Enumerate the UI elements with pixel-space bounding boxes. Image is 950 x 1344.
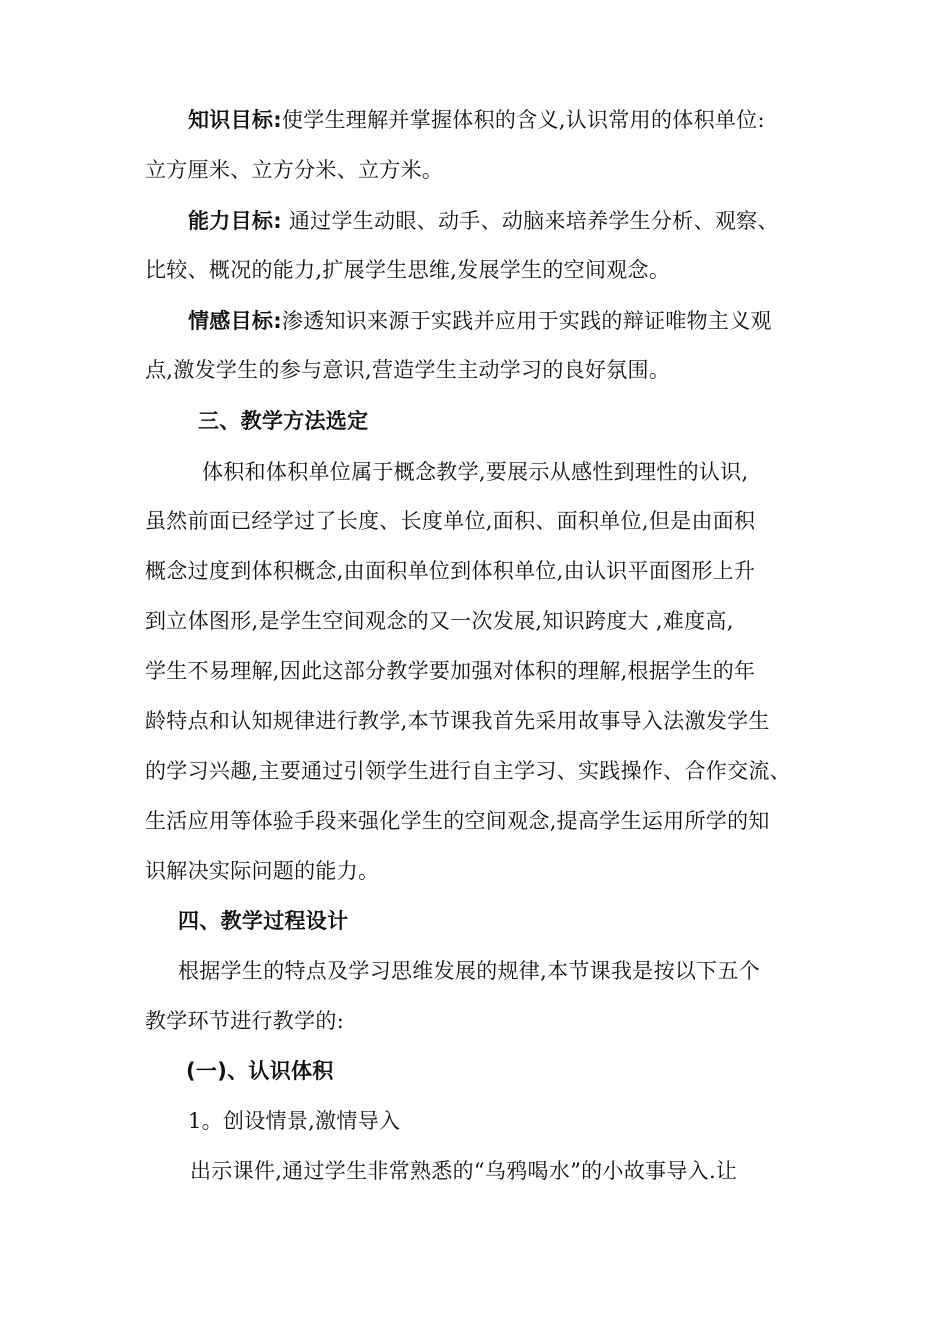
knowledge-goal-line-2: 立方厘米、立方分米、立方米。 bbox=[145, 158, 444, 182]
method-line-3: 概念过度到体积概念,由面积单位到体积单位,由认识平面图形上升 bbox=[145, 559, 756, 583]
step-1-title: 1。创设情景,激情导入 bbox=[188, 1109, 401, 1133]
subsection-1-heading: (一)、认识体积 bbox=[186, 1059, 334, 1083]
knowledge-goal-label: 知识目标: bbox=[188, 108, 282, 132]
section-4-heading: 四、教学过程设计 bbox=[178, 909, 349, 933]
emotion-goal-text: 渗透知识来源于实践并应用于实践的辩证唯物主义观 bbox=[281, 309, 772, 333]
method-line-2: 虽然前面已经学过了长度、长度单位,面积、面积单位,但是由面积 bbox=[145, 509, 756, 533]
ability-goal-label: 能力目标: bbox=[188, 209, 282, 233]
emotion-goal-label: 情感目标: bbox=[188, 309, 282, 333]
process-line-1: 根据学生的特点及学习思维发展的规律,本节课我是按以下五个 bbox=[178, 959, 761, 983]
ability-goal-line-1 bbox=[188, 207, 779, 235]
method-line-9: 识解决实际问题的能力。 bbox=[145, 859, 380, 883]
method-line-8: 生活应用等体验手段来强化学生的空间观念,提高学生运用所学的知 bbox=[145, 809, 770, 833]
ability-goal-text: 通过学生动眼、动手、动脑来培养学生分析、观察、 bbox=[281, 209, 779, 233]
method-line-1: 体积和体积单位属于概念教学,要展示从感性到理性的认识, bbox=[202, 460, 749, 484]
method-line-7: 的学习兴趣,主要通过引领学生进行自主学习、实践操作、合作交流、 bbox=[145, 759, 791, 783]
process-line-2: 教学环节进行教学的: bbox=[145, 1009, 345, 1033]
method-line-5: 学生不易理解,因此这部分教学要加强对体积的理解,根据学生的年 bbox=[145, 659, 756, 683]
ability-goal-line-2: 比较、概况的能力,扩展学生思维,发展学生的空间观念。 bbox=[145, 258, 671, 282]
knowledge-goal-line-1 bbox=[188, 106, 765, 134]
section-3-heading: 三、教学方法选定 bbox=[198, 409, 369, 433]
emotion-goal-line-2: 点,激发学生的参与意识,营造学生主动学习的良好氛围。 bbox=[145, 358, 671, 382]
method-line-6: 龄特点和认知规律进行教学,本节课我首先采用故事导入法激发学生 bbox=[145, 709, 770, 733]
emotion-goal-line-1 bbox=[188, 307, 772, 335]
knowledge-goal-text: 使学生理解并掌握体积的含义,认识常用的体积单位: bbox=[281, 108, 765, 132]
intro-line-1: 出示课件,通过学生非常熟悉的“乌鸦喝水”的小故事导入.让 bbox=[190, 1159, 738, 1183]
method-line-4: 到立体图形,是学生空间观念的又一次发展,知识跨度大 ,难度高, bbox=[145, 609, 734, 633]
